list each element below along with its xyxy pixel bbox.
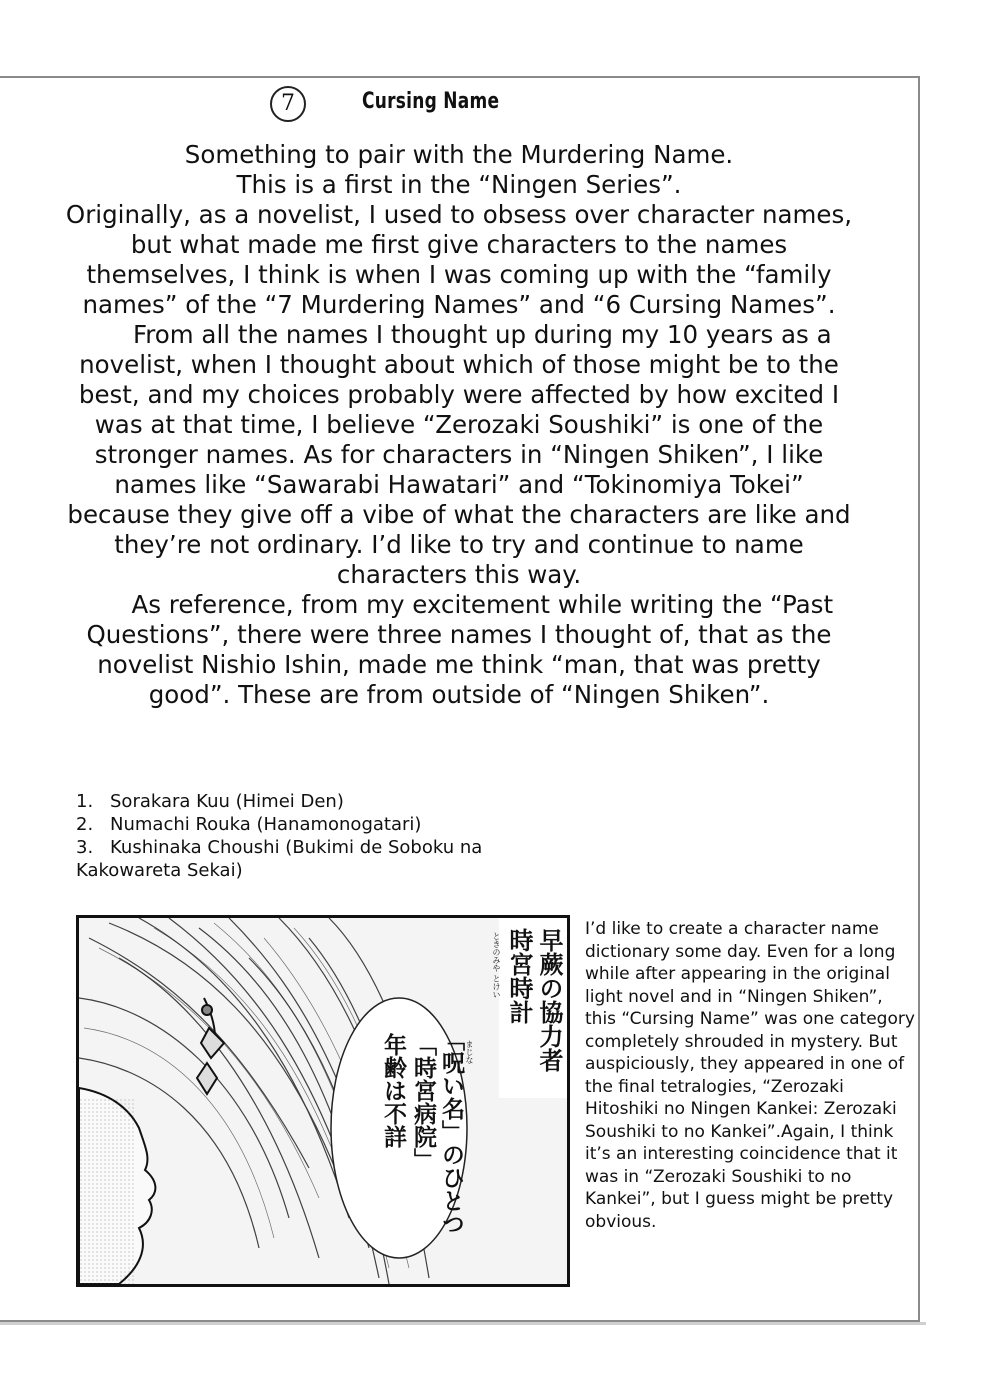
list-item xyxy=(76,813,576,836)
caption-role: 早蕨の協力者 xyxy=(535,928,563,1072)
essay-paragraph: This is a first in the “Ningen Series”. xyxy=(236,170,682,199)
bubble-line: 年齢は不詳 xyxy=(380,1033,406,1148)
essay-paragraph: Something to pair with the Murdering Name. xyxy=(184,140,734,169)
list-item-text: Sorakara Kuu (Himei Den) xyxy=(110,791,344,812)
list-item-number: 1. xyxy=(76,791,94,812)
list-item-number: 2. xyxy=(76,814,94,835)
bubble-line: 「呪い名」のひとつ xyxy=(438,1028,464,1235)
essay-paragraph: From all the names I thought up during my 10 years as a novelist, when I thought about which of those might be to the best, and my choices probably were affected by how excited I was at that time, I believe “Zerozaki Soushiki” is one of the stronger names. As for characters in “Ningen Shiken”, I like names like “Sawarabi Hawatari” and “Tokinomiya Tokei” because they give off a vibe of what the characters are like and they’re not ordinary. I’d like to try and continue to name characters this way. xyxy=(67,320,851,589)
side-note xyxy=(585,918,921,1233)
names-list xyxy=(76,790,576,882)
caption-furigana: ときのみや とけい xyxy=(492,932,501,999)
page-frame-shadow xyxy=(0,1322,926,1325)
essay-paragraph: Originally, as a novelist, I used to obsess over character names, but what made me first give characters to the names themselves, I think is when I was coming up with the “family names” of the “7 Murdering Names” and “6 Cursing Names”. xyxy=(65,200,853,319)
bubble-furigana: まじな xyxy=(465,1040,474,1064)
section-number: 7 xyxy=(270,86,306,122)
list-item xyxy=(76,790,576,813)
main-essay xyxy=(62,140,856,710)
list-item-number: 3. xyxy=(76,837,94,858)
caption-name: 時宮時計 xyxy=(505,928,533,1024)
list-item xyxy=(76,836,576,882)
list-item-text: Kushinaka Choushi (Bukimi de Soboku na Kakowareta Sekai) xyxy=(76,837,483,881)
essay-paragraph: As reference, from my excitement while writing the “Past Questions”, there were three names I thought of, that as the novelist Nishio Ishin, made me think “man, that was pretty good”. These are from outside of “Ningen Shiken”. xyxy=(86,590,834,709)
side-note-text: I’d like to create a character name dictionary some day. Even for a long while after appearing in the original light novel and in “Ningen Shiken”, this “Cursing Name” was one category completely shrouded in mystery. But auspiciously, they appeared in one of the final tetralogies, “Zerozaki Hitoshiki no Ningen Kankei: Zerozaki Soushiki to no Kankei”.Again, I think it’s an interesting coincidence that it was in “Zerozaki Soushiki to no Kankei”, but I guess might be pretty obvious. xyxy=(585,919,921,1232)
bubble-line: 「時宮病院」 xyxy=(410,1033,436,1171)
list-item-text: Numachi Rouka (Hanamonogatari) xyxy=(110,814,422,835)
manga-panel xyxy=(76,915,570,1287)
section-title: Cursing Name xyxy=(362,89,500,114)
